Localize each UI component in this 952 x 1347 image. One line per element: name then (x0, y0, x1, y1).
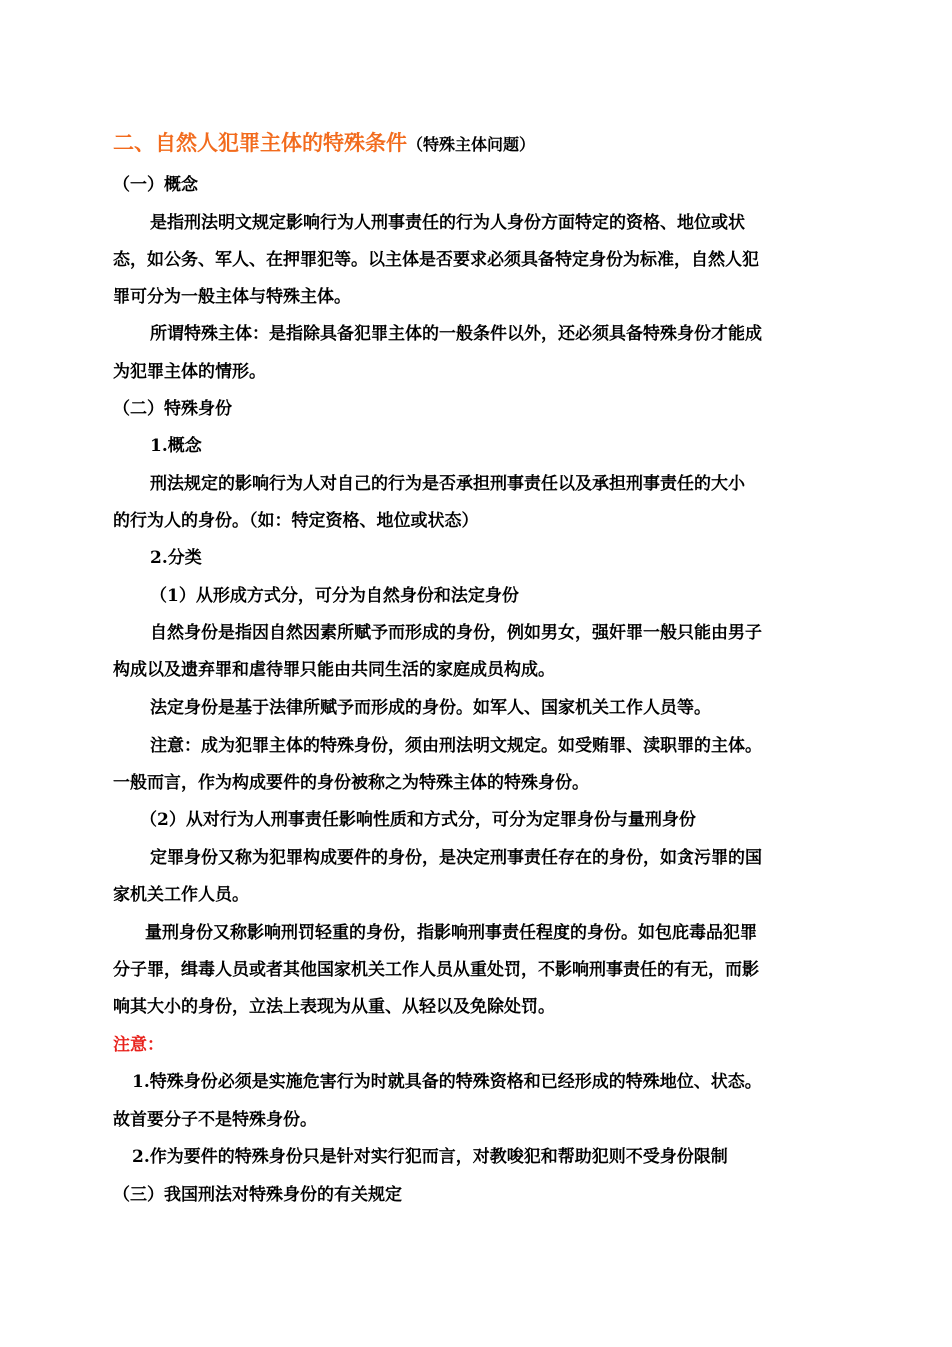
note-label: 注意： (113, 1035, 164, 1055)
heading-special-identity: （二）特殊身份 (113, 399, 232, 419)
paragraph-line: 自然身份是指因自然因素所赋予而形成的身份，例如男女，强奸罪一般只能由男子 (150, 623, 762, 643)
paragraph-line: 注意：成为犯罪主体的特殊身份，须由刑法明文规定。如受贿罪、渎职罪的主体。 (150, 736, 762, 756)
section-title-paren: （特殊主体问题） (407, 135, 536, 154)
paragraph-line: 是指刑法明文规定影响行为人刑事责任的行为人身份方面特定的资格、地位或状 (150, 213, 745, 233)
paragraph-line: 响其大小的身份，立法上表现为从重、从轻以及免除处罚。 (113, 997, 555, 1017)
classification-item: （1）从形成方式分，可分为自然身份和法定身份 (150, 586, 519, 606)
note-item-continued: 故首要分子不是特殊身份。 (113, 1110, 317, 1130)
paragraph-line: 刑法规定的影响行为人对自己的行为是否承担刑事责任以及承担刑事责任的大小 (150, 474, 745, 494)
heading-provisions: （三）我国刑法对特殊身份的有关规定 (113, 1185, 402, 1205)
paragraph-line: 的行为人的身份。（如：特定资格、地位或状态） (113, 511, 479, 531)
paragraph-line: 构成以及遗弃罪和虐待罪只能由共同生活的家庭成员构成。 (113, 660, 555, 680)
note-item: 1.特殊身份必须是实施危害行为时就具备的特殊资格和已经形成的特殊地位、状态。 (132, 1072, 762, 1092)
classification-item: （2）从对行为人刑事责任影响性质和方式分，可分为定罪身份与量刑身份 (140, 810, 696, 830)
paragraph-line: 定罪身份又称为犯罪构成要件的身份，是决定刑事责任存在的身份，如贪污罪的国 (150, 848, 762, 868)
section-title (113, 130, 535, 158)
paragraph-line: 所谓特殊主体：是指除具备犯罪主体的一般条件以外，还必须具备特殊身份才能成 (150, 324, 762, 344)
paragraph-line: 态，如公务、军人、在押罪犯等。以主体是否要求必须具备特定身份为标准，自然人犯 (113, 250, 759, 270)
paragraph-line: 量刑身份又称影响刑罚轻重的身份，指影响刑事责任程度的身份。如包庇毒品犯罪 (145, 923, 757, 943)
paragraph-line: 法定身份是基于法律所赋予而形成的身份。如军人、国家机关工作人员等。 (150, 698, 711, 718)
subheading-concept: 1.概念 (150, 436, 202, 456)
heading-concept: （一）概念 (113, 175, 198, 195)
paragraph-line: 一般而言，作为构成要件的身份被称之为特殊主体的特殊身份。 (113, 773, 589, 793)
paragraph-line: 罪可分为一般主体与特殊主体。 (113, 287, 351, 307)
note-item: 2.作为要件的特殊身份只是针对实行犯而言，对教唆犯和帮助犯则不受身份限制 (132, 1147, 728, 1167)
section-title-main: 二、自然人犯罪主体的特殊条件 (113, 130, 407, 155)
subheading-classification: 2.分类 (150, 548, 202, 568)
paragraph-line: 分子罪，缉毒人员或者其他国家机关工作人员从重处罚，不影响刑事责任的有无，而影 (113, 960, 759, 980)
paragraph-line: 为犯罪主体的情形。 (113, 362, 266, 382)
paragraph-line: 家机关工作人员。 (113, 885, 249, 905)
